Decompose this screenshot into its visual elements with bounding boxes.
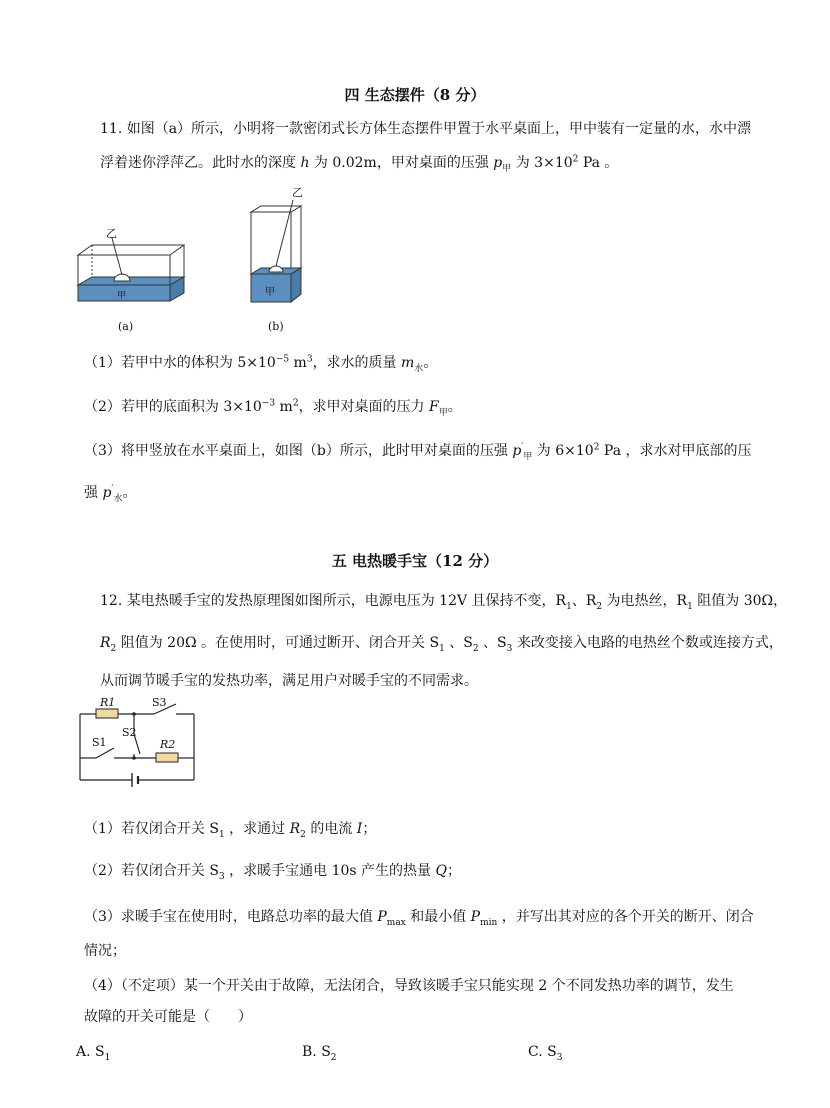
q12-intro-line-1: 12. 某电热暖手宝的发热原理图如图所示，电源电压为 12V 且保持不变，$R_1$、$R_2$ 为电热丝，$R_1$ 阻值为 30Ω， <box>100 593 788 612</box>
q11-intro-line-1: 11. 如图（a）所示，小明将一款密闭式长方体生态摆件甲置于水平桌面上，甲中装有一定量的水，水中漂 <box>100 121 752 137</box>
option-b: B. $S_2$ <box>302 1044 337 1063</box>
figure-b-floater-label: 乙 <box>292 186 303 199</box>
q12-subquestion-2: （2）若仅闭合开关 $S_3$ ，求暖手宝通电 10s 产生的热量 Q； <box>84 863 461 882</box>
q12-subquestion-4: （4）（不定项）某一个开关由于故障，无法闭合，导致该暖手宝只能实现 2 个不同发热功率的调节，发生 <box>84 978 734 994</box>
figure-a-body-label: 甲 <box>117 291 127 301</box>
section-5-title: 五 电热暖手宝（12 分） <box>331 552 499 570</box>
q11-subquestion-3-cont: 强 $p'_水$。 <box>84 484 137 504</box>
circuit-label-s1: S1 <box>92 736 107 749</box>
option-a: A. $S_1$ <box>76 1044 111 1063</box>
q12-subquestion-1: （1）若仅闭合开关 $S_1$ ，求通过 $R_2$ 的电流 I； <box>84 821 377 840</box>
figure-b-caption: (b) <box>268 320 284 333</box>
figure-a-caption: (a) <box>118 320 134 333</box>
figure-b-tank <box>245 198 305 308</box>
q11-intro-line-2: 浮着迷你浮萍乙。此时水的深度 h 为 0.02m，甲对桌面的压强 $p_甲$ 为 $3\times 10^2$ Pa 。 <box>100 154 619 174</box>
figure-a-floater-label: 乙 <box>106 227 117 240</box>
figure-b-body-label: 甲 <box>265 287 275 298</box>
q12-subquestion-3: （3）求暖手宝在使用时，电路总功率的最大值 $P_{max}$ 和最小值 $P_{min}$ ，并写出其对应的各个开关的断开、闭合 <box>84 909 754 928</box>
q12-subquestion-4-cont: 故障的开关可能是（ ） <box>84 1009 252 1025</box>
q12-intro-line-2: $R_2$ 阻值为 20Ω 。在使用时，可通过断开、闭合开关 $S_1$ 、$S_2$ 、$S_3$ 来改变接入电路的电热丝个数或连接方式， <box>100 635 783 654</box>
circuit-label-r1: R1 <box>100 696 116 709</box>
option-c: C. $S_3$ <box>528 1044 563 1063</box>
q11-subquestion-3: （3）将甲竖放在水平桌面上，如图（b）所示，此时甲对桌面的压强 $p'_甲$ 为 $6\times 10^2$ Pa ，求水对甲底部的压 <box>84 442 752 462</box>
section-4-title: 四 生态摆件（8 分） <box>344 86 486 104</box>
q12-subquestion-3-cont: 情况； <box>84 943 126 959</box>
circuit-label-s3: S3 <box>152 696 167 709</box>
q11-subquestion-2: （2）若甲的底面积为 $3\times 10^{-3}$ $m^2$，求甲对桌面的压力 $F_甲$。 <box>84 398 462 418</box>
circuit-label-r2: R2 <box>160 738 176 751</box>
figure-a-tank <box>70 215 190 315</box>
circuit-label-s2: S2 <box>122 726 137 739</box>
q11-subquestion-1: （1）若甲中水的体积为 $5\times 10^{-5}$ $m^3$，求水的质量 $m_水$。 <box>84 354 438 374</box>
q12-intro-line-3: 从而调节暖手宝的发热功率，满足用户对暖手宝的不同需求。 <box>100 673 478 689</box>
